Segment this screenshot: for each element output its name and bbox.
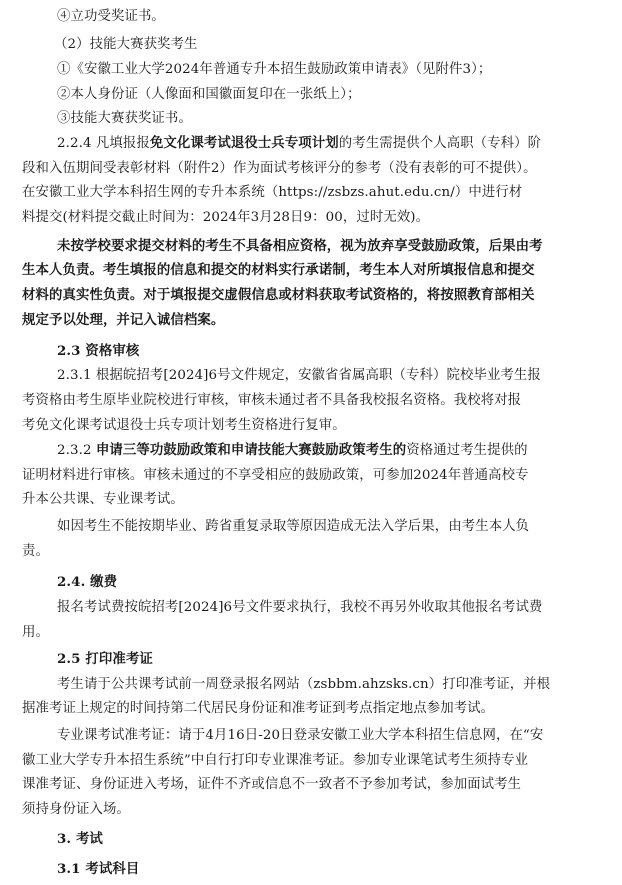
section-heading: 3.1 考试科目 (57, 861, 140, 877)
text-line: （2）技能大赛获奖考生 (54, 37, 198, 52)
text-line: 在安徽工业大学本科招生网的专升本系统（https://zsbzs.ahut.edu.cn/）中进行材 (22, 185, 523, 200)
bold-line: 规定予以处理，并记入诚信档案。 (22, 312, 225, 328)
text-line: 考免文化课考试退役士兵专项计划考生资格进行复审。 (22, 418, 346, 433)
text-line: ①《安徽工业大学2024年普通专升本招生鼓励政策申请表》（见附件3）； (57, 62, 492, 77)
text-line: 须持身份证入场。 (22, 802, 130, 817)
section-heading: 2.3 资格审核 (57, 343, 140, 359)
bold-line: 未按学校要求提交材料的考生不具备相应资格，视为放弃享受鼓励政策，后果由考 (57, 238, 543, 254)
text-segment: 的考生需提供个人高职（专科）阶 (338, 136, 542, 151)
text-segment: 资格通过考生提供的 (406, 443, 528, 458)
text-line: 据准考证上规定的时间持第二代居民身份证和准考证到考点指定地点参加考试。 (22, 701, 495, 716)
section-heading: 2.4. 缴费 (57, 574, 118, 590)
text-line: ④立功受奖证书。 (57, 9, 165, 24)
bold-line: 材料的真实性负责。对于填报提交虚假信息或材料获取考试资格的，将按照教育部相关 (22, 287, 535, 303)
section-heading: 3. 考试 (57, 831, 103, 847)
text-line (57, 132, 541, 151)
text-line: 责。 (22, 544, 49, 559)
bold-line: 生本人负责。考生填报的信息和提交的材料实行承诺制，考生本人对所填报信息和提交 (22, 262, 535, 278)
text-line: 用。 (22, 625, 49, 640)
section-heading: 2.5 打印准考证 (57, 651, 153, 667)
text-line (57, 439, 528, 458)
text-line: 2.3.1 根据皖招考[2024]6号文件规定，安徽省省属高职（专科）院校毕业考生报 (57, 368, 541, 383)
text-line: 如因考生不能按期毕业、跨省重复录取等原因造成无法入学后果，由考生本人负 (57, 519, 530, 534)
text-line: 报名考试费按皖招考[2024]6号文件要求执行，我校不再另外收取其他报名考试费 (57, 600, 543, 615)
text-line: 课准考证、身份证进入考场，证件不齐或信息不一致者不予参加考试，参加面试考生 (22, 777, 522, 792)
bold-segment: 申请三等功鼓励政策和申请技能大赛鼓励政策考生的 (95, 442, 407, 458)
text-line: 料提交(材料提交截止时间为：2024年3月28日9：00，过时无效)。 (22, 210, 430, 225)
text-line: 考资格由考生原毕业院校进行审核，审核未通过者不具备我校报名资格。我校将对报 (22, 393, 522, 408)
text-line: 升本公共课、专业课考试。 (22, 492, 184, 507)
text-line: ②本人身份证（人像面和国徽面复印在一张纸上）； (57, 87, 361, 102)
text-line: ③技能大赛获奖证书。 (57, 111, 192, 126)
text-segment: 2.2.4 凡填报报 (57, 136, 150, 151)
text-segment: 2.3.2 (57, 443, 96, 458)
text-line: 证明材料进行审核。审核未通过的不享受相应的鼓励政策，可参加2024年普通高校专 (22, 468, 529, 483)
bold-segment: 免文化课考试退役士兵专项计划 (149, 135, 339, 151)
text-line: 专业课考试准考证：请于4月16日-20日登录安徽工业大学本科招生信息网，在“安 (57, 728, 544, 743)
text-line: 段和入伍期间受表彰材料（附件2）作为面试考核评分的参考（没有表彰的可不提供）。 (22, 161, 537, 176)
text-line: 徽工业大学专升本招生系统”中自行打印专业课准考证。参加专业课笔试考生须持专业 (22, 753, 529, 768)
text-line: 考生请于公共课考试前一周登录报名网站（zsbbm.ahzsks.cn）打印准考证，并根 (57, 677, 551, 692)
